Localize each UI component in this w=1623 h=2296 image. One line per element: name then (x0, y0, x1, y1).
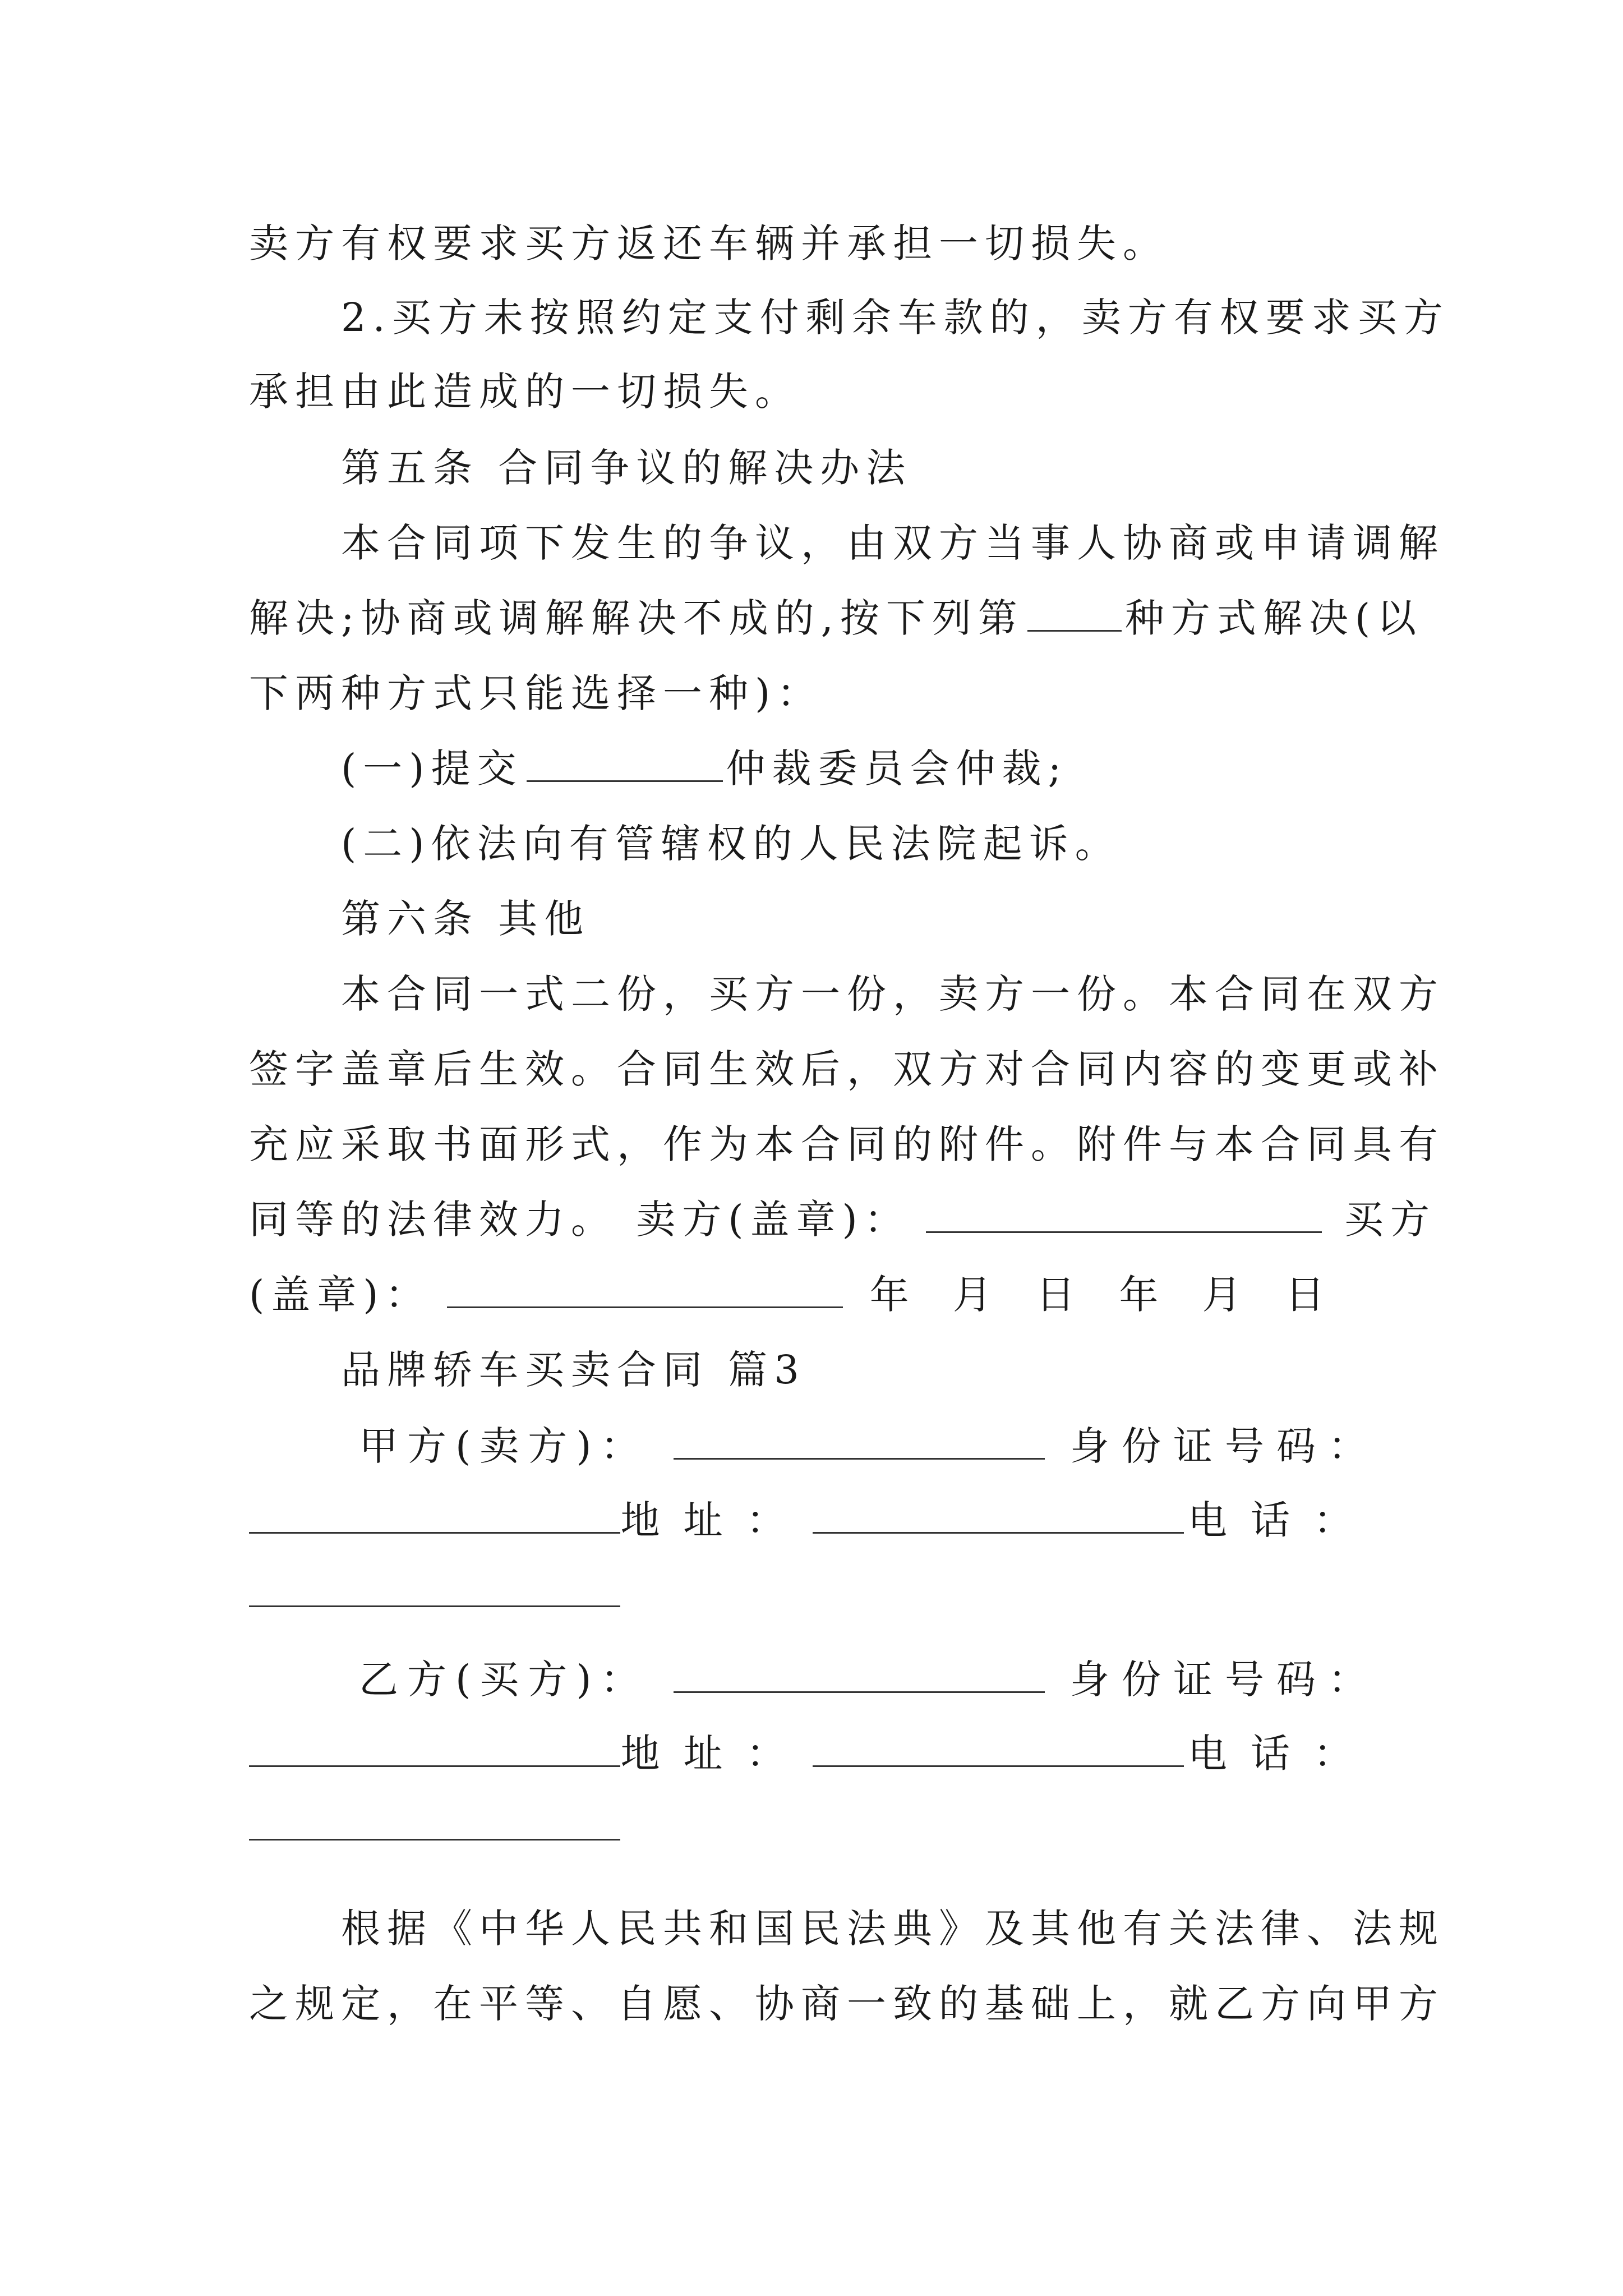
text-line: 2.买方未按照约定支付剩余车款的，卖方有权要求买方 (341, 295, 1450, 341)
party-b-row (359, 1651, 1380, 1708)
article-title: 品牌轿车买卖合同 篇3 (341, 1347, 806, 1393)
party-b-label: 乙方(买方)： (359, 1657, 649, 1703)
buyer-seal-blank[interactable] (447, 1267, 843, 1308)
text-line: 充应采取书面形式，作为本合同的附件。附件与本合同具有 (249, 1121, 1445, 1167)
section-heading: 第六条 其他 (341, 896, 591, 942)
text-line (341, 740, 1387, 797)
party-a-phone-label: 电话： (1187, 1497, 1376, 1543)
text-line: 根据《中华人民共和国民法典》及其他有关法律、法规 (341, 1906, 1445, 1952)
party-a-row (359, 1418, 1380, 1474)
text-line: 本合同项下发生的争议，由双方当事人协商或申请调解 (341, 520, 1445, 566)
text-fragment: 买方 (1344, 1197, 1436, 1243)
party-b-phone-label: 电话： (1187, 1731, 1376, 1777)
party-b-name-blank[interactable] (674, 1652, 1045, 1693)
text-line (249, 590, 1423, 646)
text-fragment: 仲裁委员会仲裁; (726, 746, 1068, 792)
text-line (249, 1267, 1387, 1323)
text-line: 本合同一式二份，买方一份，卖方一份。本合同在双方 (341, 971, 1445, 1017)
text-line (249, 1191, 1436, 1248)
seller-seal-blank[interactable] (926, 1192, 1322, 1233)
party-a-phone-blank[interactable] (249, 1605, 620, 1607)
fill-in-blank[interactable] (1027, 591, 1122, 632)
section-heading: 第五条 合同争议的解决办法 (341, 445, 912, 491)
party-a-id-label: 身份证号码： (1070, 1423, 1380, 1469)
party-a-label: 甲方(卖方)： (359, 1423, 649, 1469)
party-a-name-blank[interactable] (674, 1419, 1045, 1460)
party-a-address-blank[interactable] (813, 1493, 1184, 1534)
text-line: 之规定，在平等、自愿、协商一致的基础上，就乙方向甲方 (249, 1981, 1445, 2027)
text-fragment: (一)提交 (341, 746, 523, 792)
party-a-address-label: 地址： (620, 1497, 809, 1543)
text-line: 签字盖章后生效。合同生效后，双方对合同内容的变更或补 (249, 1046, 1445, 1092)
text-line: 卖方有权要求买方返还车辆并承担一切损失。 (249, 220, 1169, 266)
text-fragment: 种方式解决(以 (1124, 595, 1423, 641)
text-fragment: (盖章)： (249, 1272, 431, 1318)
party-a-row2 (249, 1492, 1376, 1548)
party-b-id-blank[interactable] (249, 1726, 620, 1767)
text-fragment: 同等的法律效力。 卖方(盖章)： (249, 1197, 910, 1243)
party-b-row2 (249, 1726, 1376, 1782)
party-b-address-label: 地址： (620, 1731, 809, 1777)
party-b-phone-blank[interactable] (249, 1839, 620, 1841)
fill-in-blank[interactable] (527, 741, 723, 782)
party-a-id-blank[interactable] (249, 1493, 620, 1534)
date-fields: 年 月 日 年 月 日 (869, 1272, 1340, 1318)
text-line: 承担由此造成的一切损失。 (249, 369, 801, 415)
text-line: 下两种方式只能选择一种)： (249, 670, 823, 716)
text-line: (二)依法向有管辖权的人民法院起诉。 (341, 821, 1121, 867)
party-b-id-label: 身份证号码： (1070, 1657, 1380, 1703)
party-b-address-blank[interactable] (813, 1726, 1184, 1767)
text-fragment: 解决;协商或调解解决不成的,按下列第 (249, 595, 1024, 641)
